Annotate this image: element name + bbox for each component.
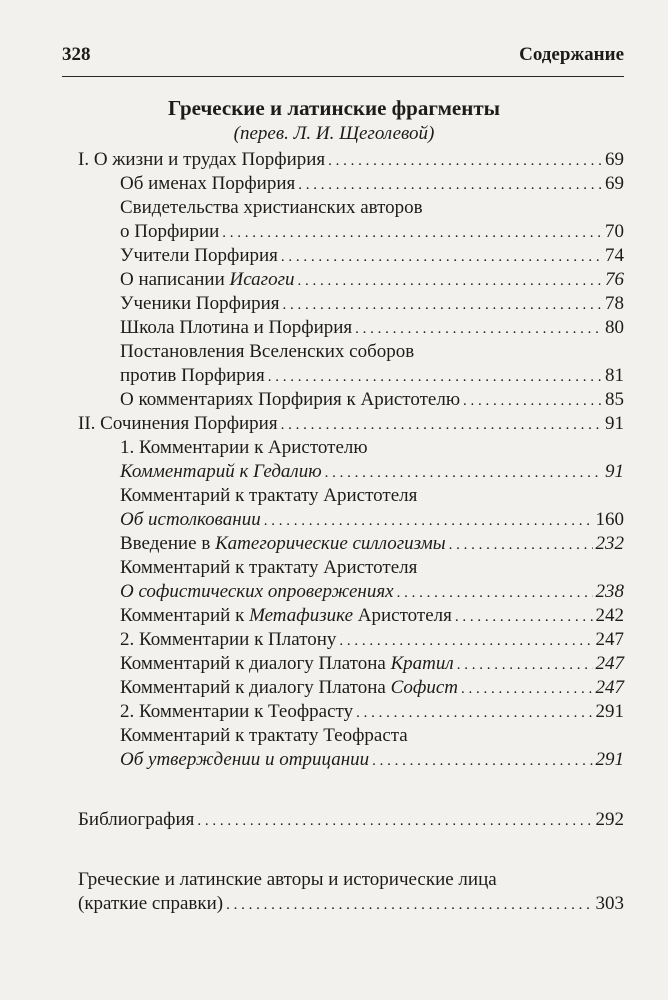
toc-entry-page: 303	[595, 893, 624, 914]
leader-dots	[226, 892, 592, 917]
toc-entry[interactable]	[86, 388, 624, 412]
section-title: Греческие и латинские фрагменты	[167, 96, 501, 120]
toc-entry[interactable]	[86, 244, 624, 268]
leader-dots	[197, 808, 592, 833]
toc-entry-label: II. Сочинения Порфирия	[78, 413, 278, 434]
toc-entry-line: Постановления Вселенских соборов	[120, 341, 415, 362]
toc-entry-line: Греческие и латинские авторы и исторические лица	[78, 869, 497, 890]
page-number: 328	[62, 44, 91, 65]
toc-entry-label: Ученики Порфирия	[120, 293, 280, 314]
toc-entry-page: 91	[605, 461, 624, 482]
toc-entry-page: 81	[605, 365, 624, 386]
toc-entry-page: 78	[605, 293, 624, 314]
leader-dots	[397, 580, 593, 605]
toc-entry-page: 69	[605, 149, 624, 170]
leader-dots	[457, 652, 593, 677]
toc-entry[interactable]	[86, 676, 624, 700]
toc-entry[interactable]	[86, 292, 624, 316]
spacer	[86, 832, 624, 868]
leader-dots	[461, 676, 592, 701]
toc-entry-label-text: Комментарий к диалогу Платона	[120, 653, 391, 674]
toc-entry-line: Комментарий к трактату Теофраста	[120, 725, 408, 746]
toc-entry-page: 76	[605, 269, 624, 290]
leader-dots	[355, 316, 602, 341]
toc-entry-page: 238	[595, 581, 624, 602]
toc-entry-page: 91	[605, 413, 624, 434]
leader-dots	[298, 172, 602, 197]
leader-dots	[328, 148, 602, 173]
toc-entry-line: Свидетельства христианских авторов	[120, 197, 423, 218]
toc-entry[interactable]	[86, 316, 624, 340]
toc-entry-page: 85	[605, 389, 624, 410]
toc-entry-page: 70	[605, 221, 624, 242]
toc-entry-page: 160	[595, 509, 624, 530]
toc-entry[interactable]	[86, 748, 624, 772]
leader-dots	[356, 700, 592, 725]
toc-entry[interactable]	[86, 268, 624, 292]
section-subtitle: (перев. Л. И. Щеголевой)	[233, 123, 435, 144]
toc-entry-label: Об именах Порфирия	[120, 173, 296, 194]
leader-dots	[449, 532, 593, 557]
toc-entry-label: (краткие справки)	[78, 893, 224, 914]
leader-dots	[372, 748, 592, 773]
leader-dots	[268, 364, 602, 389]
toc-entry-label: О комментариях Порфирия к Аристотелю	[120, 389, 461, 410]
toc-entry-label: Библиография	[78, 809, 195, 830]
leader-dots	[463, 388, 602, 413]
toc-entry-label-text: О написании	[120, 269, 230, 290]
toc-entry-line: Комментарий к трактату Аристотеля	[120, 485, 418, 506]
leader-dots	[222, 220, 602, 245]
toc-entry-label: Комментарий к Гедалию	[120, 461, 322, 482]
toc-entry-line: Комментарий к трактату Аристотеля	[120, 557, 418, 578]
leader-dots	[264, 508, 593, 533]
toc-entry-label: Об утверждении и отрицании	[120, 749, 370, 770]
toc-entry[interactable]	[86, 172, 624, 196]
toc-entry[interactable]	[86, 604, 624, 628]
toc-entry[interactable]	[86, 220, 624, 244]
toc-entry-label: О софистических опровержениях	[120, 581, 394, 602]
toc-entry-page: 247	[595, 653, 624, 674]
toc-entry-page: 247	[595, 677, 624, 698]
toc-entry-page: 291	[595, 749, 624, 770]
toc-subheading: 1. Комментарии к Аристотелю	[120, 437, 368, 458]
toc-entry-page: 232	[595, 533, 624, 554]
toc-entry-label-text: Комментарий к	[120, 605, 250, 626]
toc-entry-label: о Порфирии	[120, 221, 220, 242]
table-of-contents	[78, 148, 624, 916]
toc-entry-label: против Порфирия	[120, 365, 265, 386]
leader-dots	[281, 244, 602, 269]
running-head	[62, 42, 624, 77]
running-title: Содержание	[519, 44, 624, 65]
toc-entry-page: 80	[605, 317, 624, 338]
leader-dots	[325, 460, 602, 485]
toc-entry[interactable]	[86, 580, 624, 604]
work-title: Кратил	[390, 653, 454, 674]
work-title: Метафизике	[249, 605, 354, 626]
toc-entry-label	[120, 604, 452, 628]
toc-entry-label	[120, 532, 446, 556]
toc-entry-label: Учители Порфирия	[120, 245, 278, 266]
toc-entry-page: 242	[595, 605, 624, 626]
work-title: Исагоги	[229, 269, 295, 290]
toc-entry[interactable]	[86, 532, 624, 556]
toc-entry-label-text: Введение в	[120, 533, 216, 554]
toc-entry-authors[interactable]	[78, 892, 624, 916]
leader-dots	[281, 412, 602, 437]
toc-entry-label	[120, 268, 295, 292]
toc-entry-label: I. О жизни и трудах Порфирия	[78, 149, 326, 170]
toc-entry[interactable]	[86, 700, 624, 724]
toc-entry-label: 2. Комментарии к Платону	[120, 629, 337, 650]
leader-dots	[298, 268, 602, 293]
toc-entry-label: Об истолковании	[120, 509, 261, 530]
work-title: Софист	[390, 677, 459, 698]
toc-entry[interactable]	[86, 460, 624, 484]
leader-dots	[455, 604, 593, 629]
toc-entry-label	[120, 676, 458, 700]
toc-entry-page: 292	[595, 809, 624, 830]
toc-entry[interactable]	[86, 508, 624, 532]
toc-entry[interactable]	[78, 412, 624, 436]
toc-entry-page: 291	[595, 701, 624, 722]
toc-entry[interactable]	[86, 652, 624, 676]
leader-dots	[283, 292, 602, 317]
toc-entry-page: 69	[605, 173, 624, 194]
toc-entry[interactable]	[78, 148, 624, 172]
toc-entry-page: 74	[605, 245, 624, 266]
toc-entry-label: 2. Комментарии к Теофрасту	[120, 701, 354, 722]
toc-entry-page: 247	[595, 629, 624, 650]
toc-entry-label	[120, 652, 454, 676]
leader-dots	[339, 628, 592, 653]
toc-entry-label: Школа Плотина и Порфирия	[120, 317, 353, 338]
toc-entry-bibliography[interactable]	[78, 808, 624, 832]
toc-entry[interactable]	[86, 628, 624, 652]
toc-entry[interactable]	[86, 364, 624, 388]
work-title: Категорические силлогизмы	[215, 533, 446, 554]
toc-entry-label-text: Аристотеля	[353, 605, 452, 626]
spacer	[86, 772, 624, 808]
toc-entry-label-text: Комментарий к диалогу Платона	[120, 677, 391, 698]
